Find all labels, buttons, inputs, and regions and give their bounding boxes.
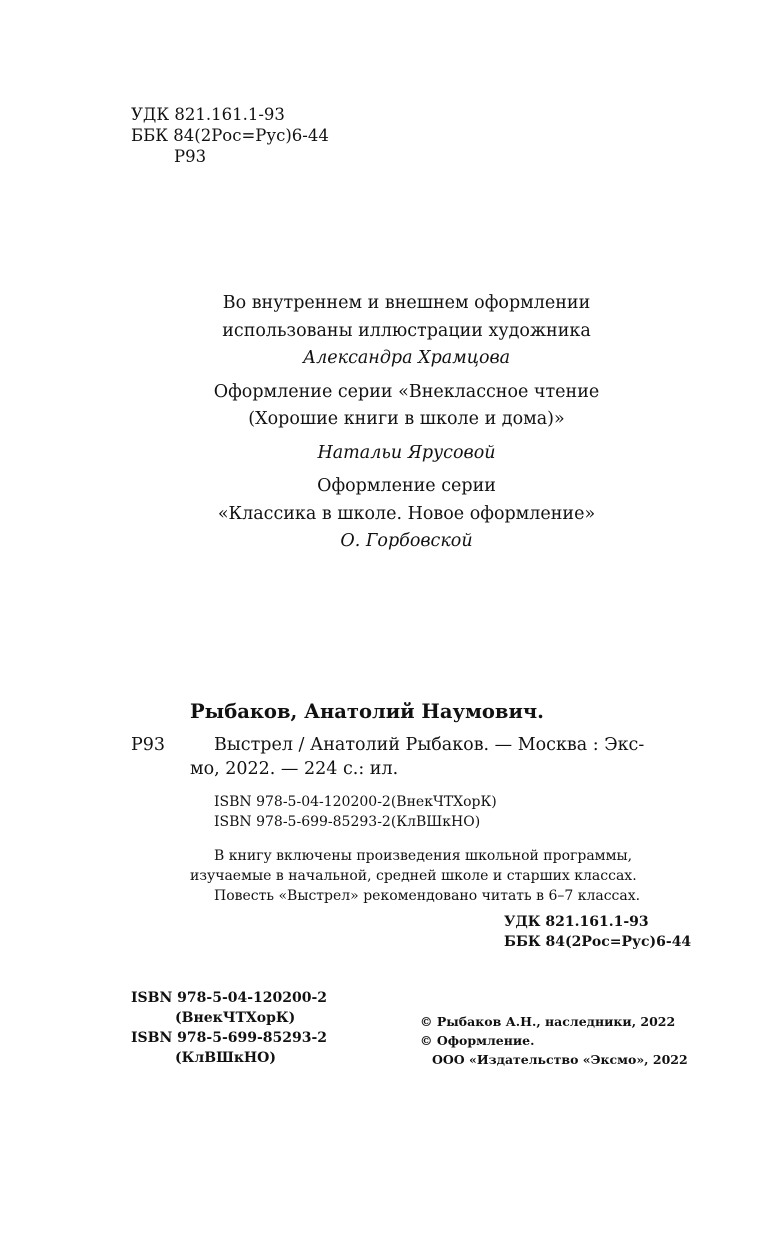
series-credit: Оформление серии «Внеклассное чтение	[213, 381, 600, 402]
credits-line: Во внутреннем и внешнем оформлении	[222, 293, 591, 313]
annotation	[190, 846, 640, 906]
series-credit: Оформление серии	[317, 476, 496, 496]
catalog-sign: Р93	[131, 735, 166, 755]
copyright-block	[420, 1012, 688, 1069]
credits-block	[130, 290, 683, 556]
catalog-bbk: ББК 84(2Рос=Рус)6-44	[504, 934, 692, 950]
udk-code: УДК 821.161.1-93	[131, 105, 285, 124]
series-designer: Натальи Ярусовой	[317, 442, 496, 463]
copyright-line: © Рыбаков А.Н., наследники, 2022	[420, 1014, 676, 1029]
catalog-isbn-list	[214, 792, 497, 832]
bottom-isbn: ISBN 978-5-04-120200-2	[131, 990, 328, 1006]
catalog-udk: УДК 821.161.1-93	[504, 914, 649, 930]
annotation-line: В книгу включены произведения школьной программы,	[214, 848, 633, 864]
catalog-entry-line: мо, 2022. — 224 с.: ил.	[190, 759, 399, 779]
annotation-line: Повесть «Выстрел» рекомендовано читать в 6–7 классах.	[214, 888, 641, 904]
bottom-isbn: ISBN 978-5-699-85293-2	[131, 1030, 328, 1046]
top-codes	[131, 104, 329, 167]
copyright-line: ООО «Издательство «Эксмо», 2022	[432, 1052, 688, 1067]
annotation-line: изучаемые в начальной, средней школе и старших классах.	[190, 868, 637, 884]
credits-line: использованы иллюстрации художника	[222, 320, 591, 341]
catalog-entry-line: Выстрел / Анатолий Рыбаков. — Москва : Экс-	[214, 735, 645, 755]
catalog-isbn: ISBN 978-5-04-120200-2(ВнекЧТХорК)	[214, 794, 497, 810]
catalog-isbn: ISBN 978-5-699-85293-2(КлВШкНО)	[214, 814, 481, 830]
catalog-author: Рыбаков, Анатолий Наумович.	[190, 700, 544, 723]
bbk-code: ББК 84(2Рос=Рус)6-44	[131, 126, 329, 145]
catalog-codes	[504, 912, 691, 952]
catalog-entry	[214, 733, 644, 757]
bottom-isbn-code: (ВнекЧТХорК)	[175, 1010, 296, 1026]
author-sign: Р93	[174, 147, 207, 166]
series-designer: О. Горбовской	[340, 531, 473, 551]
series-credit: «Классика в школе. Новое оформление»	[217, 503, 596, 524]
bottom-isbn-block	[131, 988, 327, 1068]
copyright-line: © Оформление.	[420, 1033, 535, 1048]
series-credit: (Хорошие книги в школе и дома)»	[248, 409, 565, 429]
bottom-isbn-code: (КлВШкНО)	[175, 1050, 276, 1066]
artist-name: Александра Храмцова	[302, 348, 511, 368]
